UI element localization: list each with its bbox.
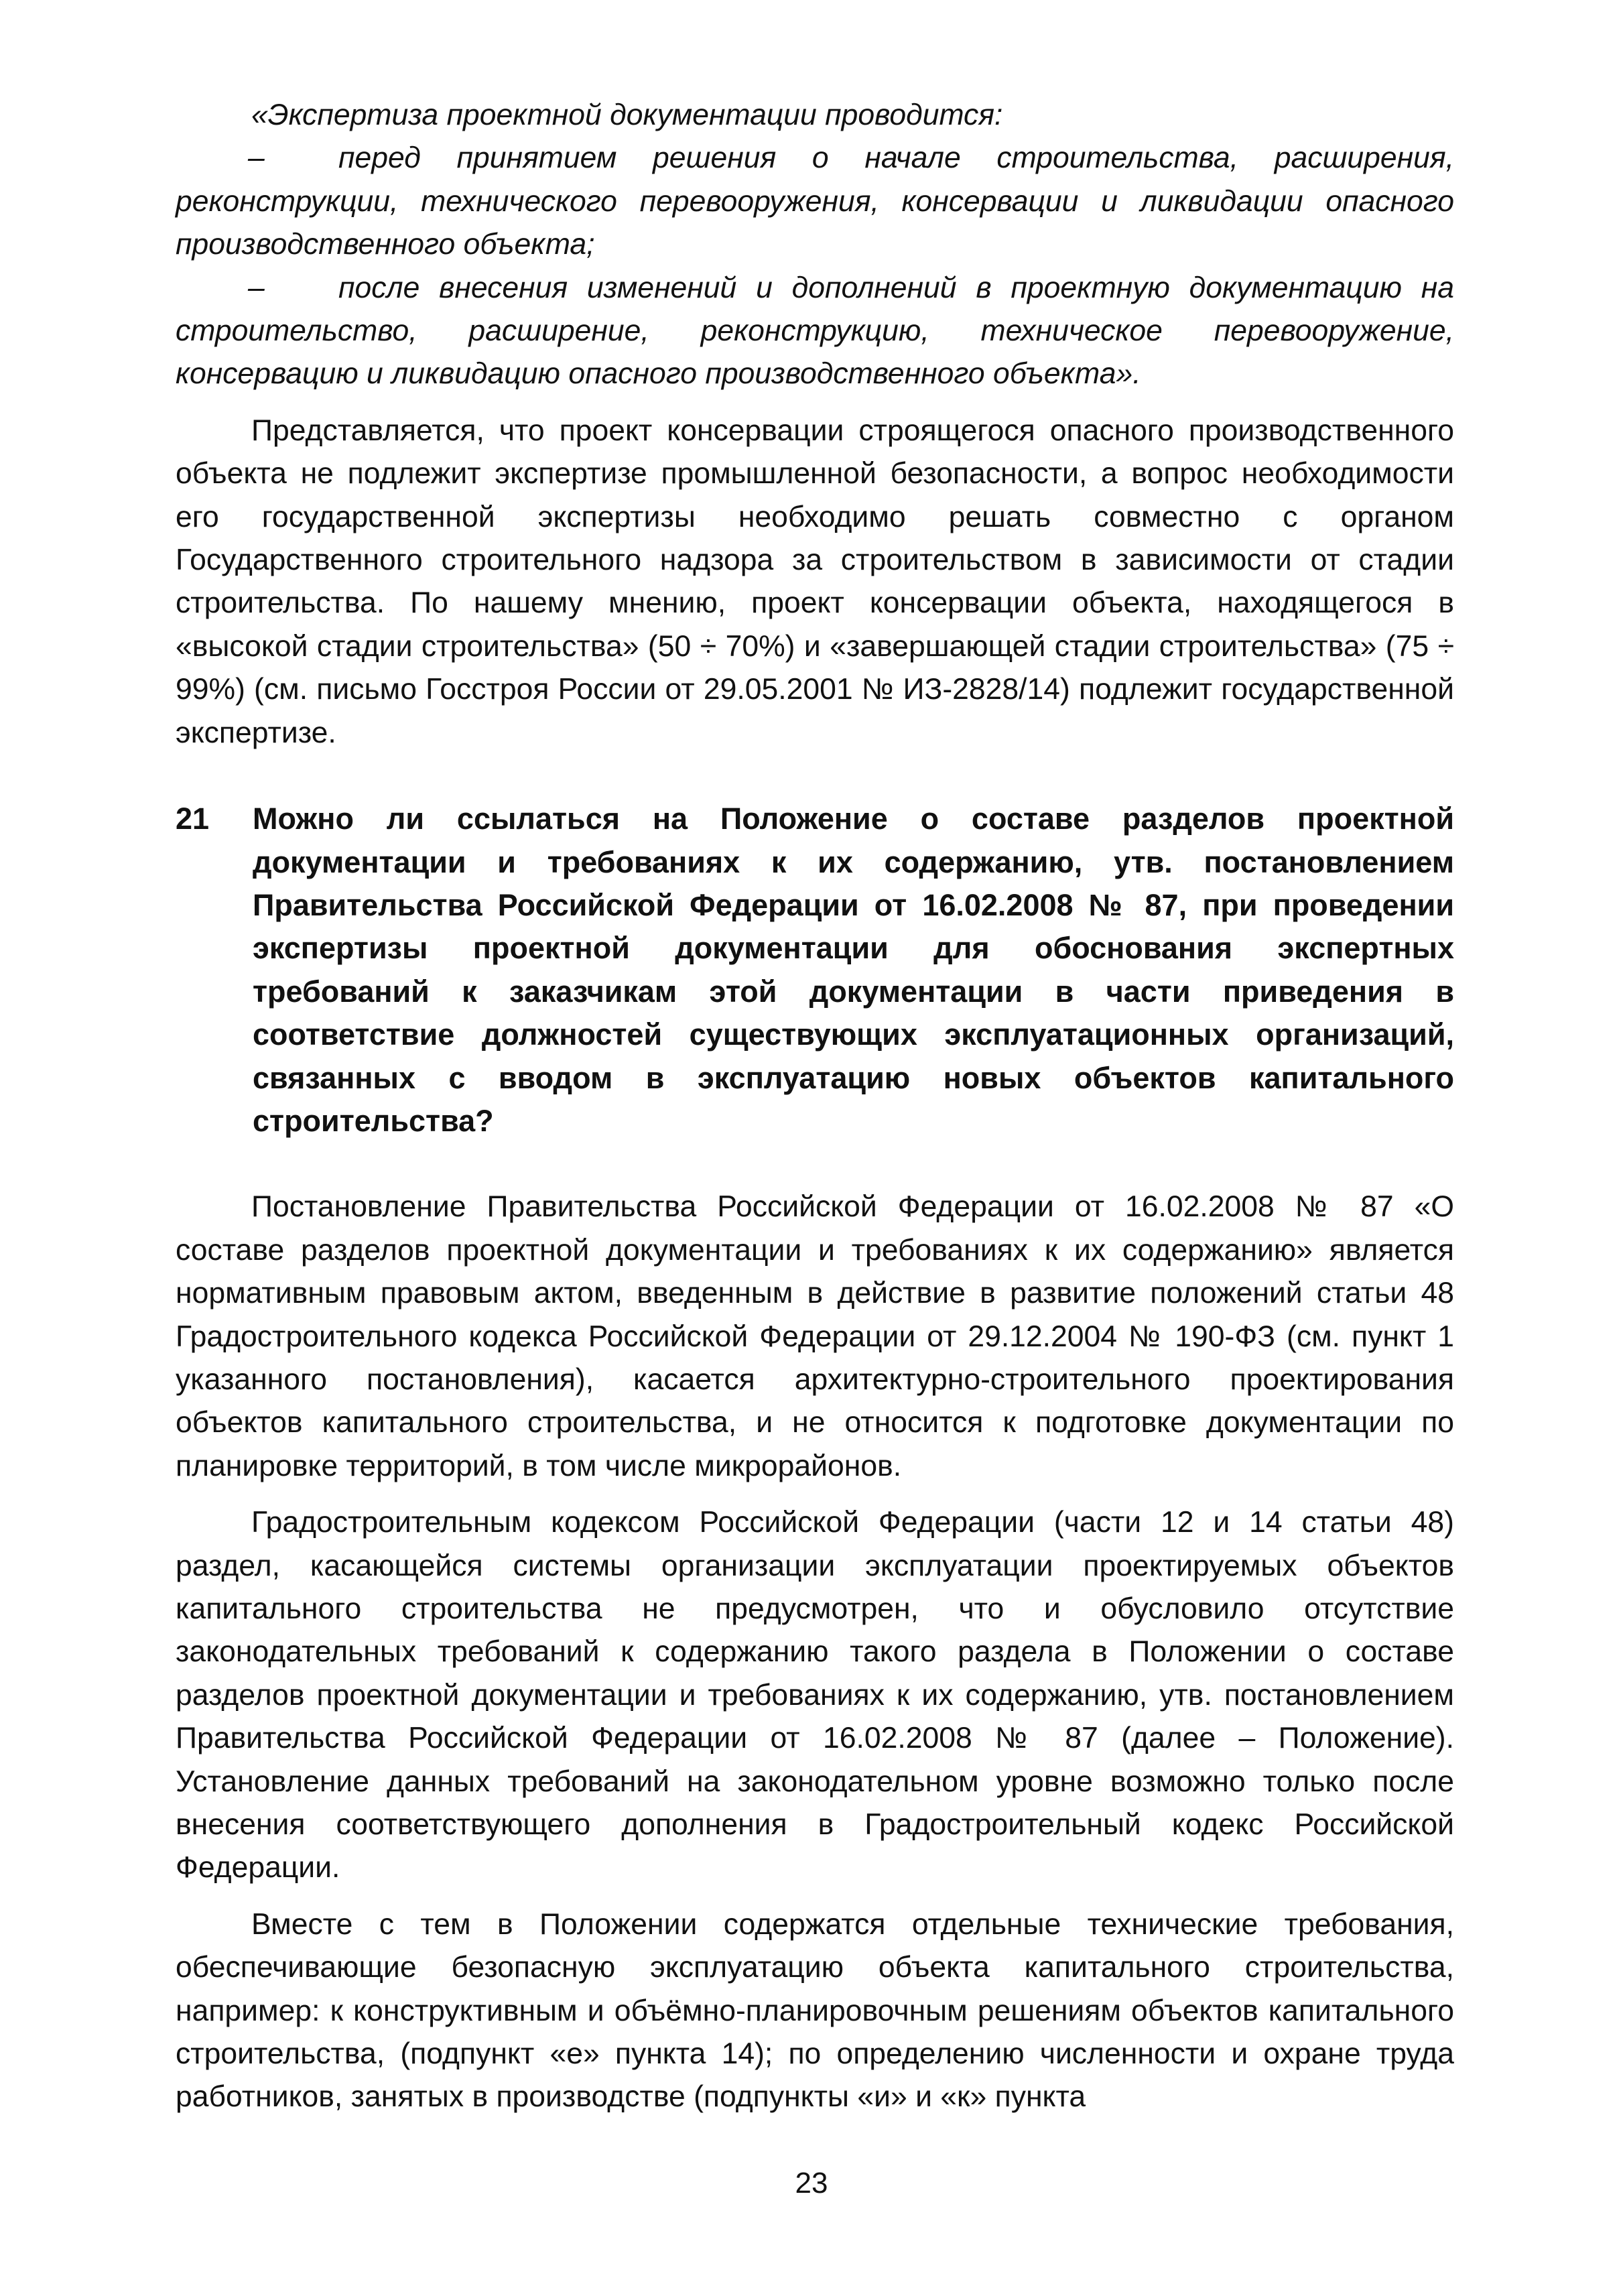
dash-marker: –: [248, 271, 265, 304]
question-number: 21: [176, 802, 210, 836]
answer-paragraph-3: Вместе с тем в Положении содержатся отдельные технические требования, обеспечивающие безопасную эксплуатацию объекта капитального строительства, например: к конструктивным и объёмно-планировочным решениям объектов капитального строительства, (подпункт «е» пункта 14); по определению численности и охране труда работников, занятых в производстве (подпункты «и» и «к» пункта: [176, 1907, 1454, 2114]
quote-intro: «Экспертиза проектной документации проводится:: [251, 99, 1003, 131]
question-text: Можно ли ссылаться на Положение о составе разделов проектной документации и требованиях к их содержанию, утв. постановлением Правительства Российской Федерации от 16.02.2008 № 87, при проведении экспертизы проектной документации для обоснования экспертных требований к заказчикам этой документации в части приведения в соответствие должностей существующих эксплуатационных организаций, связанных с вводом в эксплуатацию новых объектов капитального строительства?: [253, 802, 1454, 1138]
page-number: 23: [795, 2167, 828, 2199]
quote-item-1: [176, 137, 1454, 266]
answer-paragraph-1: Постановление Правительства Российской Федерации от 16.02.2008 № 87 «О составе разделов проектной документации и требованиях к их содержанию» является нормативным правовым актом, введенным в действие в развитие положений статьи 48 Градостроительного кодекса Российской Федерации от 29.12.2004 № 190-ФЗ (см. пункт 1 указанного постановления), касается архитектурно-строительного проектирования объектов капитального строительства, и не относится к подготовке документации по планировке территорий, в том числе микрорайонов.: [176, 1190, 1454, 1482]
answer-paragraph-2: Градостроительным кодексом Российской Федерации (части 12 и 14 статьи 48) раздел, касающейся системы организации эксплуатации проектируемых объектов капитального строительства не предусмотрен, что и обусловило отсутствие законодательных требований к содержанию такого раздела в Положении о составе разделов проектной документации и требованиях к их содержанию, утв. постановлением Правительства Российской Федерации от 16.02.2008 № 87 (далее – Положение). Установление данных требований на законодательном уровне возможно только после внесения соответствующего дополнения в Градостроительный кодекс Российской Федерации.: [176, 1506, 1454, 1885]
quote-item-text: перед принятием решения о начале строительства, расширения, реконструкции, технического перевооружения, консервации и ликвидации опасного производственного объекта;: [176, 141, 1454, 261]
document-page: [176, 94, 1454, 2119]
question-21: [176, 798, 1454, 1143]
quote-item-text: после внесения изменений и дополнений в проектную документацию на строительство, расширение, реконструкцию, техническое перевооружение, консервацию и ликвидацию опасного производственного объекта».: [176, 271, 1454, 391]
dash-marker: –: [248, 141, 265, 175]
paragraph-conservation: Представляется, что проект консервации строящегося опасного производственного объекта не подлежит экспертизе промышленной безопасности, а вопрос необходимости его государственной экспертизы необходимо решать совместно с органом Государственного строительного надзора за строительством в зависимости от стадии строительства. По нашему мнению, проект консервации объекта, находящегося в «высокой стадии строительства» (50 ÷ 70%) и «завершающей стадии строительства» (75 ÷ 99%) (см. письмо Госстроя России от 29.05.2001 № ИЗ-2828/14) подлежит государственной экспертизе.: [176, 413, 1454, 749]
quote-item-2: [176, 267, 1454, 396]
